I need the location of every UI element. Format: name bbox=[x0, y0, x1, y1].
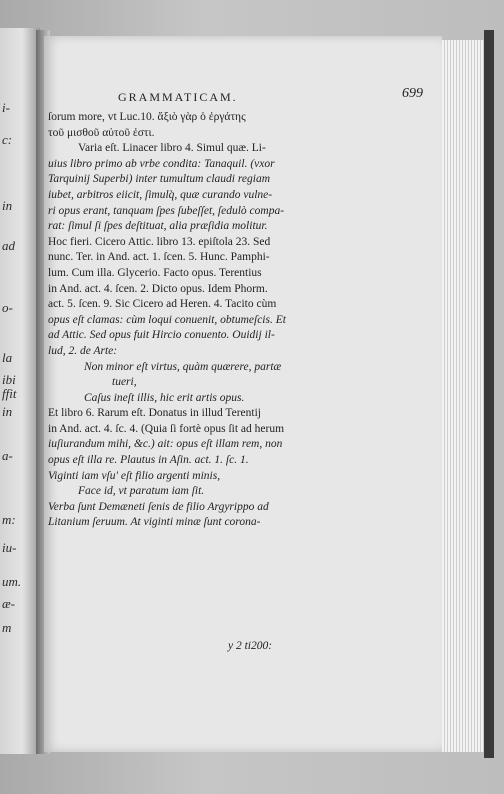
text-line: act. 5. ſcen. 9. Sic Cicero ad Heren. 4. Tacito cùm bbox=[48, 298, 277, 311]
text-line: uius libro primo ab vrbe condita: Tanaquil. (vxor bbox=[48, 157, 275, 170]
body-text bbox=[48, 110, 424, 531]
text-line: τοῦ μισθοῦ αὐτοῦ ἐστι. bbox=[48, 126, 155, 139]
text-line: tueri, bbox=[112, 376, 137, 389]
text-line: iubet, arbitros eiicit, ſimulq̀, quæ curando vulne- bbox=[48, 188, 273, 201]
left-page-edge bbox=[0, 28, 40, 754]
page-edges bbox=[442, 40, 486, 752]
left-page-fragment: um. bbox=[2, 574, 22, 589]
left-page-fragment: la bbox=[2, 350, 13, 365]
text-line: Viginti iam vſu' eſt filio argenti minis, bbox=[48, 469, 221, 482]
left-page-fragment: ibi bbox=[2, 372, 16, 387]
page-number: 699 bbox=[402, 86, 423, 101]
text-line: nunc. Ter. in And. act. 1. ſcen. 5. Hunc. Pamphi- bbox=[48, 251, 270, 264]
book-cover-edge bbox=[484, 30, 494, 758]
signature-catchword: y 2 ti200: bbox=[228, 640, 273, 652]
text-line: lum. Cum illa. Glycerio. Facto opus. Terentius bbox=[48, 266, 262, 279]
left-page-fragment: m: bbox=[2, 512, 16, 527]
left-page-fragment: c: bbox=[2, 132, 13, 147]
text-line: opus eſt clamas: cùm loqui conuenit, obtumeſcis. Et bbox=[48, 313, 286, 326]
text-line: in And. act. 4. ſc. 4. (Quia ſi fortè opus ſit ad herum bbox=[48, 422, 285, 435]
text-line: Non minor eſt virtus, quàm quærere, partæ bbox=[84, 360, 282, 373]
left-page-fragment: m bbox=[2, 620, 12, 635]
running-header: GRAMMATICAM. bbox=[118, 90, 238, 104]
text-line: Caſus ineſt illis, hic erit artis opus. bbox=[84, 391, 245, 404]
text-line: Et libro 6. Rarum eſt. Donatus in illud Terentij bbox=[48, 407, 261, 420]
left-page-fragment: æ- bbox=[2, 596, 15, 611]
left-page-fragment: i- bbox=[2, 100, 10, 115]
text-line: lud, 2. de Arte: bbox=[48, 344, 118, 357]
text-line: Verba ſunt Demæneti ſenis de filio Argyrippo ad bbox=[48, 500, 269, 513]
left-page-fragment: o- bbox=[2, 300, 13, 315]
text-line: opus eſt illa re. Plautus in Aſin. act. 1. ſc. 1. bbox=[48, 454, 249, 467]
text-line: Tarquinij Superbi) inter tumultum claudi regiam bbox=[48, 173, 271, 186]
left-page-fragment: in bbox=[2, 404, 13, 419]
text-line: ſorum more, vt Luc.10. ἄξιὸ γὰρ ὁ ἐργάτης bbox=[48, 111, 246, 123]
left-page-fragment: ad bbox=[2, 238, 15, 253]
text-line: rat: ſimul ſi ſpes deſtituat, alia præſidia molitur. bbox=[48, 220, 268, 233]
left-page-fragment: a- bbox=[2, 448, 13, 463]
text-line: ad Attic. Sed opus fuit Hircio conuento. Ouidij il- bbox=[48, 329, 275, 342]
left-page-fragment: iu- bbox=[2, 540, 17, 555]
text-line: Hoc fieri. Cicero Attic. libro 13. epiſtola 23. Sed bbox=[48, 235, 271, 248]
text-line: ri opus erant, tanquam ſpes ſubeſſet, ſedulò compa- bbox=[48, 204, 285, 217]
text-line: Varia eſt. Linacer libro 4. Simul quæ. Li- bbox=[78, 142, 266, 155]
text-line: iuſiurandum mihi, &c.) ait: opus eſt illam rem, non bbox=[48, 438, 283, 451]
text-line: Litanium ſeruum. At viginti minæ ſunt corona- bbox=[48, 516, 261, 529]
text-line: Face id, vt paratum iam ſit. bbox=[78, 485, 205, 498]
left-page-fragment: in bbox=[2, 198, 13, 213]
left-page-fragment: ffit bbox=[2, 386, 17, 401]
text-line: in And. act. 4. ſcen. 2. Dicto opus. Idem Phorm. bbox=[48, 282, 268, 295]
